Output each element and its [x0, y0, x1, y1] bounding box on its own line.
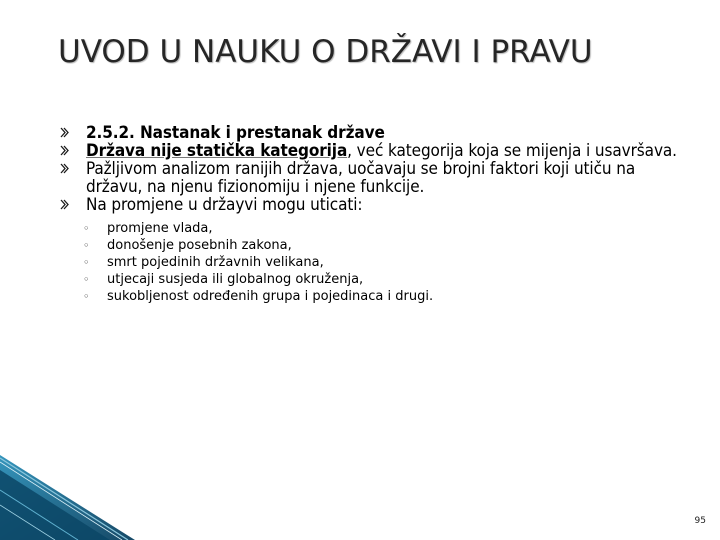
slide-title: UVOD U NAUKU O DRŽAVI I PRAVU [58, 34, 593, 70]
bullet-text-bold: 2.5.2. Nastanak i prestanak države [86, 123, 385, 143]
circle-bullet-icon: ◦ [83, 256, 90, 269]
bullet-text: , već kategorija koja se mijenja i usavršava. [347, 141, 677, 161]
bullet-text: Na promjene u držayvi mogu uticati: [86, 195, 363, 215]
page-number: 95 [694, 516, 706, 526]
circle-bullet-icon: ◦ [83, 222, 90, 235]
sub-item-text: smrt pojedinih državnih velikana, [107, 255, 324, 270]
circle-bullet-icon: ◦ [83, 273, 90, 286]
circle-bullet-icon: ◦ [83, 290, 90, 303]
sub-item-text: donošenje posebnih zakona, [107, 238, 292, 253]
circle-bullet-icon: ◦ [83, 239, 90, 252]
bullet-text: Pažljivom analizom ranijih država, uočavaju se brojni faktori koji utiču na državu, na njenu fizionomiju i njene funkcije. [86, 159, 636, 197]
sub-item-text: promjene vlada, [107, 221, 213, 236]
sub-item-text: utjecaji susjeda ili globalnog okruženja, [107, 272, 364, 287]
bullet-text-bold: Država nije statička kategorija [86, 141, 348, 161]
sub-item-text: sukobljenost određenih grupa i pojedinaca i drugi. [107, 289, 434, 304]
